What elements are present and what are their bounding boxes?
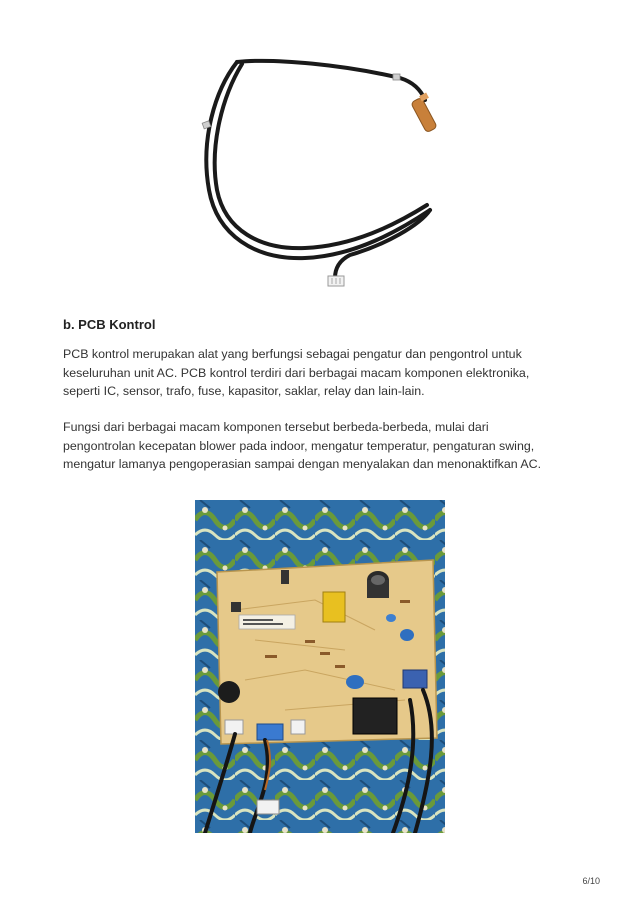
paragraph-line: keseluruhan unit AC. PCB kontrol terdiri dari berbagai macam komponen elektronika, (63, 365, 530, 380)
cable-connector-icon (328, 276, 344, 286)
paragraph-line: Fungsi dari berbagai macam komponen tersebut berbeda-berbeda, mulai dari (63, 420, 489, 434)
page-number: 6/10 (582, 876, 600, 886)
blue-capacitor-icon (346, 675, 364, 689)
pcb-board-illustration (195, 500, 445, 833)
section-heading: b. PCB Kontrol (63, 317, 156, 332)
paragraph-pcb-description (63, 345, 583, 401)
buzzer-icon (218, 681, 240, 703)
relay-icon (353, 698, 397, 734)
paragraph-line: mengatur lamanya pengoperasian sampai dengan menyalakan dan menonaktifkan AC. (63, 457, 542, 471)
paragraph-line: seperti IC, sensor, trafo, fuse, kapasitor, saklar, relay dan lain-lain. (63, 384, 425, 398)
sensor-cable-figure (195, 50, 455, 300)
paragraph-component-functions (63, 418, 583, 474)
paragraph-line: pengontrolan kecepatan blower pada indoor, mengatur temperatur, pengaturan swing, (63, 438, 535, 453)
pcb-control-figure (195, 500, 445, 833)
capacitor-icon (367, 571, 389, 598)
sensor-cable-illustration (195, 50, 455, 300)
transformer-icon (323, 592, 345, 622)
paragraph-line: PCB kontrol merupakan alat yang berfungsi sebagai pengatur dan pengontrol untuk (63, 347, 522, 361)
sensor-probe-icon (411, 92, 438, 132)
